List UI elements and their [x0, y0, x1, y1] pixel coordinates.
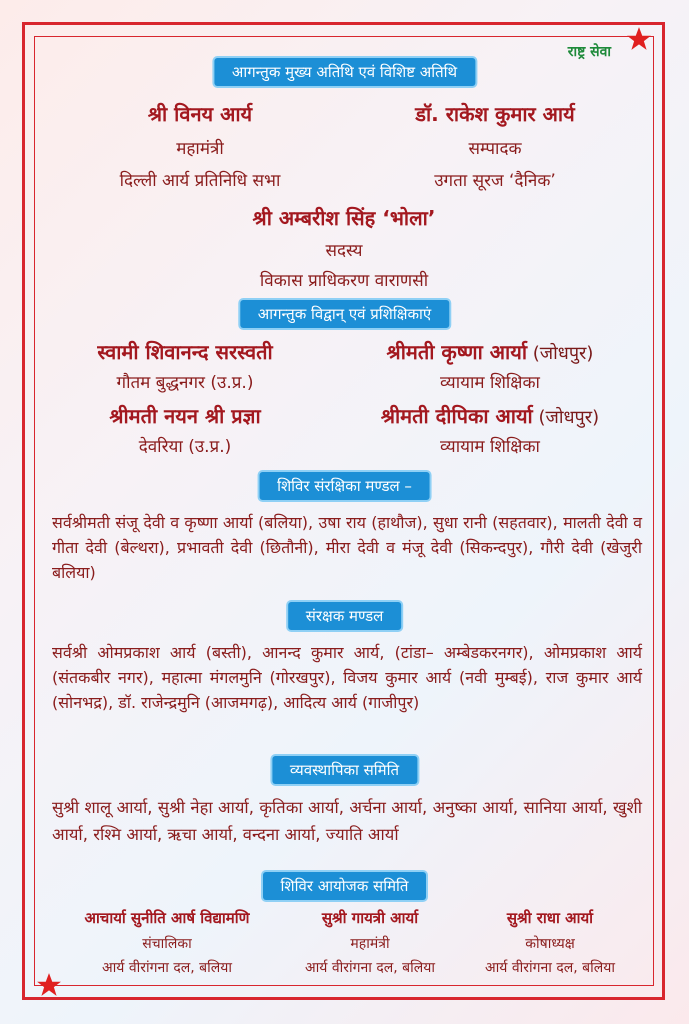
- scholar-line: व्यायाम शिक्षिका: [440, 373, 540, 393]
- section-banner-scholars: आगन्तुक विद्वान् एवं प्रशिक्षिकाएं: [240, 300, 449, 328]
- scholar-line: गौतम बुद्धनगर (उ.प्र.): [116, 373, 254, 393]
- section-banner-patrons: संरक्षक मण्डल: [288, 602, 402, 630]
- guest-role: सम्पादक: [468, 139, 522, 159]
- patrons-list: सर्वश्री ओमप्रकाश आर्य (बस्ती), आनन्द कुमार आर्य, (टांडा– अम्बेडकरनगर), ओमप्रकाश आर्य (संतकबीर नगर), महात्मा मंगलमुनि (गोरखपुर), विजय कुमार आर्य (नवी मुम्बई), राज कुमार आर्य (सोनभद्र), डॉ. राजेन्द्रमुनि (आजमगढ़), आदित्य आर्य (गाजीपुर): [52, 643, 642, 712]
- management-list: सुश्री शालू आर्या, सुश्री नेहा आर्या, कृतिका आर्या, अर्चना आर्या, अनुष्का आर्या, सानिया आर्या, खुशी आर्या, रश्मि आर्या, ऋचा आर्या, वन्दना आर्या, ज्याति आर्या: [52, 798, 642, 844]
- guest-role: महामंत्री: [176, 139, 224, 159]
- organizer-role: महामंत्री: [350, 936, 390, 952]
- section-banner-chief-guests: आगन्तुक मुख्य अतिथि एवं विशिष्ट अतिथि: [214, 58, 475, 86]
- guest-org: विकास प्राधिकरण वाराणसी: [259, 271, 429, 291]
- guest-name: श्री अम्बरीश सिंह ‘भोला’: [252, 206, 436, 230]
- section-banner-patrons-female: शिविर संरक्षिका मण्डल –: [259, 472, 430, 500]
- organizer-name: सुश्री राधा आर्या: [506, 909, 594, 927]
- patrons-female-list: सर्वश्रीमती संजू देवी व कृष्णा आर्या (बलिया), उषा राय (हाथौज), सुधा रानी (सहतवार), मालती देवी व गीता देवी (बेल्थरा), प्रभावती देवी (छितौनी), मीरा देवी व मंजू देवी (सिकन्दपुर), गौरी देवी (खेजुरी बलिया): [52, 513, 642, 582]
- organizer-org: आर्य वीरांगना दल, बलिया: [304, 960, 436, 976]
- organizer-name: आचार्या सुनीति आर्ष विद्यामणि: [84, 909, 250, 927]
- scholar-name: श्रीमती दीपिका आर्या (जोधपुर): [380, 404, 600, 428]
- scholar-name: श्रीमती कृष्णा आर्या (जोधपुर): [386, 340, 594, 364]
- scholar-line: व्यायाम शिक्षिका: [440, 437, 540, 457]
- organizer-org: आर्य वीरांगना दल, बलिया: [484, 960, 616, 976]
- guest-org: उगता सूरज ‘दैनिक’: [434, 171, 556, 191]
- scholar-line: देवरिया (उ.प्र.): [138, 437, 232, 457]
- star-icon: [626, 26, 652, 52]
- organizer-role: कोषाध्यक्ष: [525, 936, 575, 952]
- guest-role: सदस्य: [325, 241, 363, 261]
- section-banner-organizers: शिविर आयोजक समिति: [263, 872, 427, 900]
- guest-name: डॉ. राकेश कुमार आर्य: [415, 102, 575, 126]
- scholar-name: श्रीमती नयन श्री प्रज्ञा: [109, 404, 261, 428]
- organizer-org: आर्य वीरांगना दल, बलिया: [101, 960, 233, 976]
- guest-org: दिल्ली आर्य प्रतिनिधि सभा: [119, 171, 281, 191]
- guest-name: श्री विनय आर्य: [147, 102, 253, 126]
- tagline: राष्ट्र सेवा: [567, 44, 611, 60]
- scholar-name: स्वामी शिवानन्द सरस्वती: [97, 340, 273, 364]
- section-banner-management: व्यवस्थापिका समिति: [272, 756, 417, 784]
- organizer-role: संचालिका: [142, 936, 192, 952]
- organizer-name: सुश्री गायत्री आर्या: [321, 909, 419, 927]
